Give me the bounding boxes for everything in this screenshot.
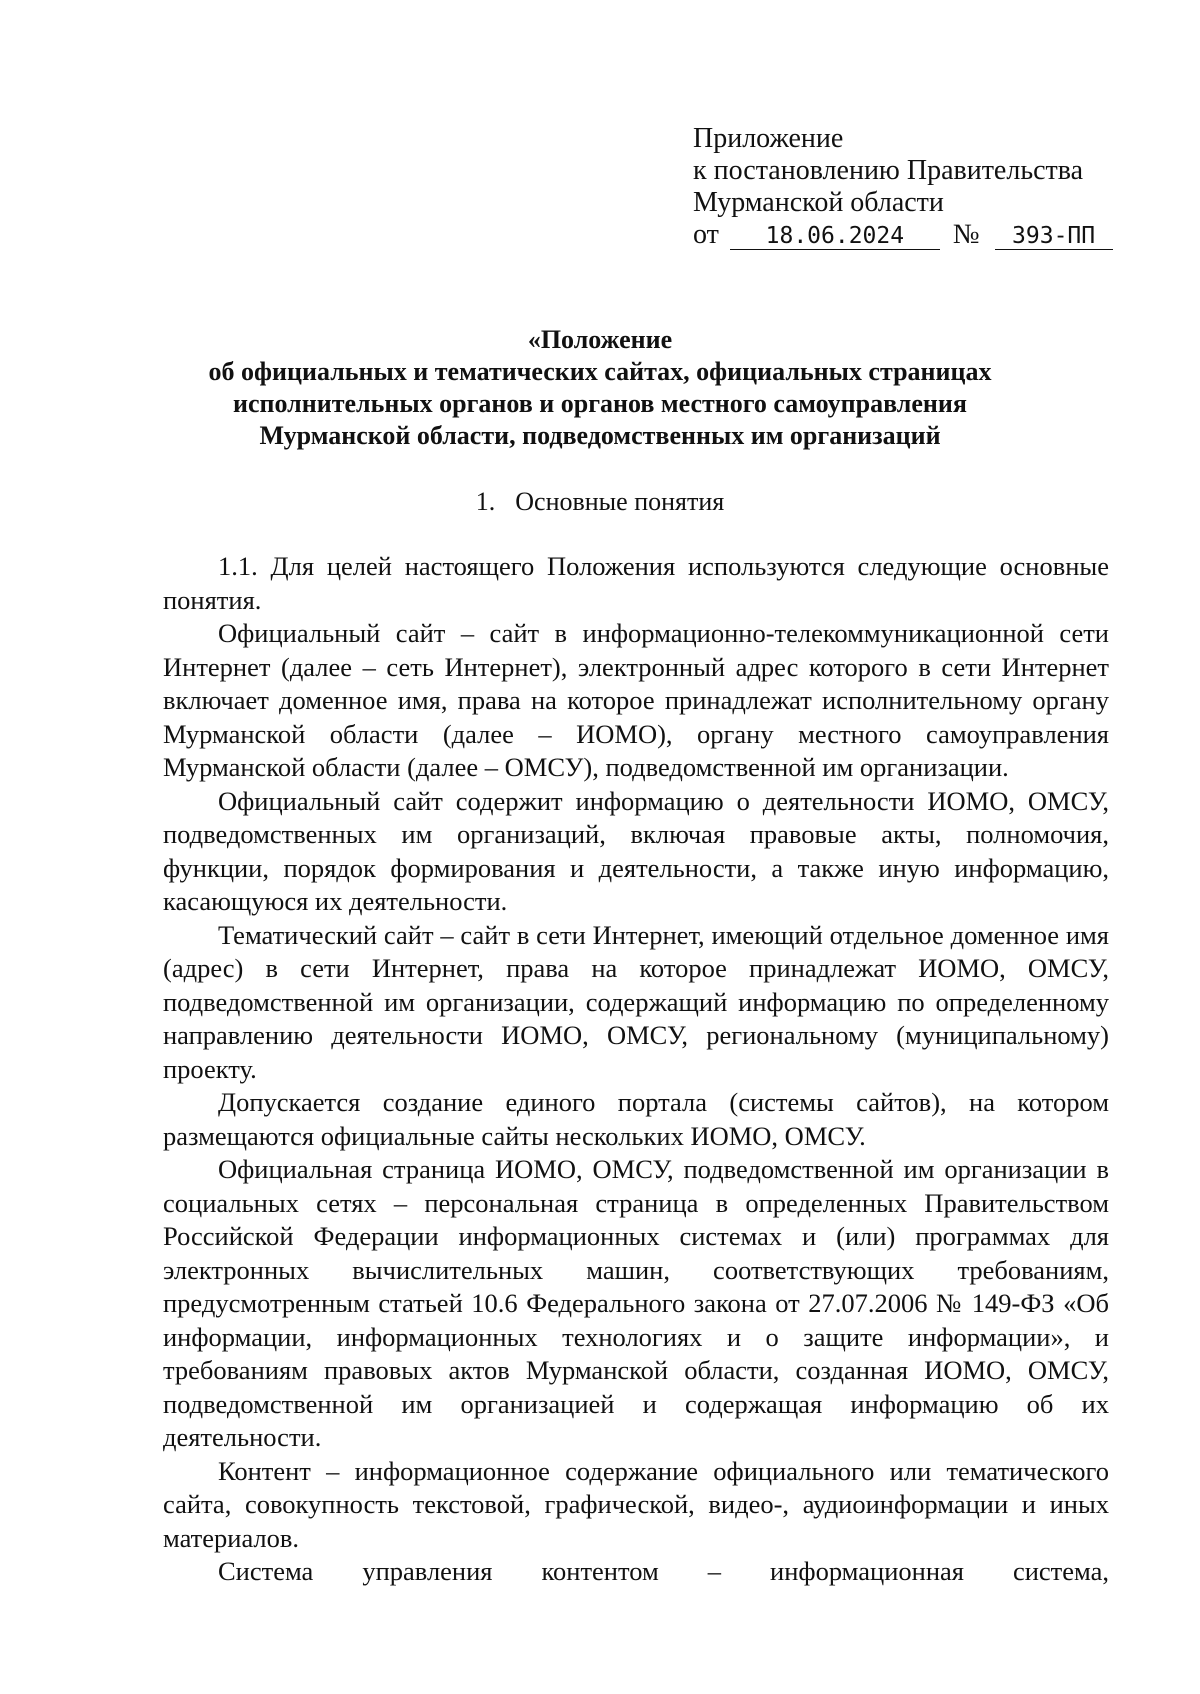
title-line-1: «Положение — [527, 325, 673, 354]
appendix-region-line: Мурманской области — [693, 187, 944, 218]
paragraph: Контент – информационное содержание официального или тематического сайта, совокупность текстовой, графической, видео-, аудиоинформации и иных материалов. — [163, 1455, 1109, 1553]
number-sign: № — [952, 219, 980, 250]
document-body — [163, 550, 1109, 1589]
title-line-4: Мурманской области, подведомственных им организаций — [259, 421, 941, 450]
paragraph: Официальный сайт – сайт в информационно-телекоммуникационной сети Интернет (далее – сеть Интернет), электронный адрес которого в сети Интернет включает доменное имя, права на которое принадлежат исполнительному органу Мурманской области (далее – ИОМО), органу местного самоуправления Мурманской области (далее – ОМСУ), подведомственной им организации. — [163, 618, 1109, 782]
appendix-label: Приложение — [693, 123, 844, 154]
resolution-date: 18.06.2024 — [730, 223, 940, 250]
appendix-date-number-line — [693, 219, 1133, 251]
section-heading — [120, 486, 1080, 518]
document-title — [120, 324, 1080, 452]
paragraph: 1.1. Для целей настоящего Положения используются следующие основные понятия. — [163, 551, 1109, 615]
paragraph: Тематический сайт – сайт в сети Интернет, имеющий отдельное доменное имя (адрес) в сети Интернет, права на которое принадлежат ИОМО, ОМСУ, подведомственной им организации, содержащий информацию по определенному направлению деятельности ИОМО, ОМСУ, региональному (муниципальному) проекту. — [163, 919, 1109, 1084]
title-line-3: исполнительных органов и органов местного самоуправления — [233, 389, 967, 418]
paragraph: Официальный сайт содержит информацию о деятельности ИОМО, ОМСУ, подведомственных им организаций, включая правовые акты, полномочия, функции, порядок формирования и деятельности, а также иную информацию, касающуюся их деятельности. — [163, 785, 1109, 916]
paragraph: Официальная страница ИОМО, ОМСУ, подведомственной им организации в социальных сетях – персональная страница в определенных Правительством Российской Федерации информационных системах и (или) программах для электронных вычислительных машин, соответствующих требованиям, предусмотренным статьей 10.6 Федерального закона от 27.07.2006 № 149-ФЗ «Об информации, информационных технологиях и о защите информации», и требованиям правовых актов Мурманской области, созданная ИОМО, ОМСУ, подведомственной им организацией и содержащая информацию об их деятельности. — [163, 1154, 1109, 1452]
appendix-block — [693, 123, 1133, 251]
paragraph: Допускается создание единого портала (системы сайтов), на котором размещаются официальные сайты нескольких ИОМО, ОМСУ. — [163, 1087, 1109, 1151]
date-prefix: от — [693, 219, 719, 250]
title-line-2: об официальных и тематических сайтах, официальных страницах — [208, 357, 992, 386]
resolution-number: 393-ПП — [995, 223, 1113, 250]
section-number: 1. — [475, 487, 496, 516]
paragraph: Система управления контентом – информационная система, — [218, 1556, 1109, 1586]
appendix-resolution-line: к постановлению Правительства — [693, 155, 1084, 186]
section-title: Основные понятия — [515, 487, 725, 516]
